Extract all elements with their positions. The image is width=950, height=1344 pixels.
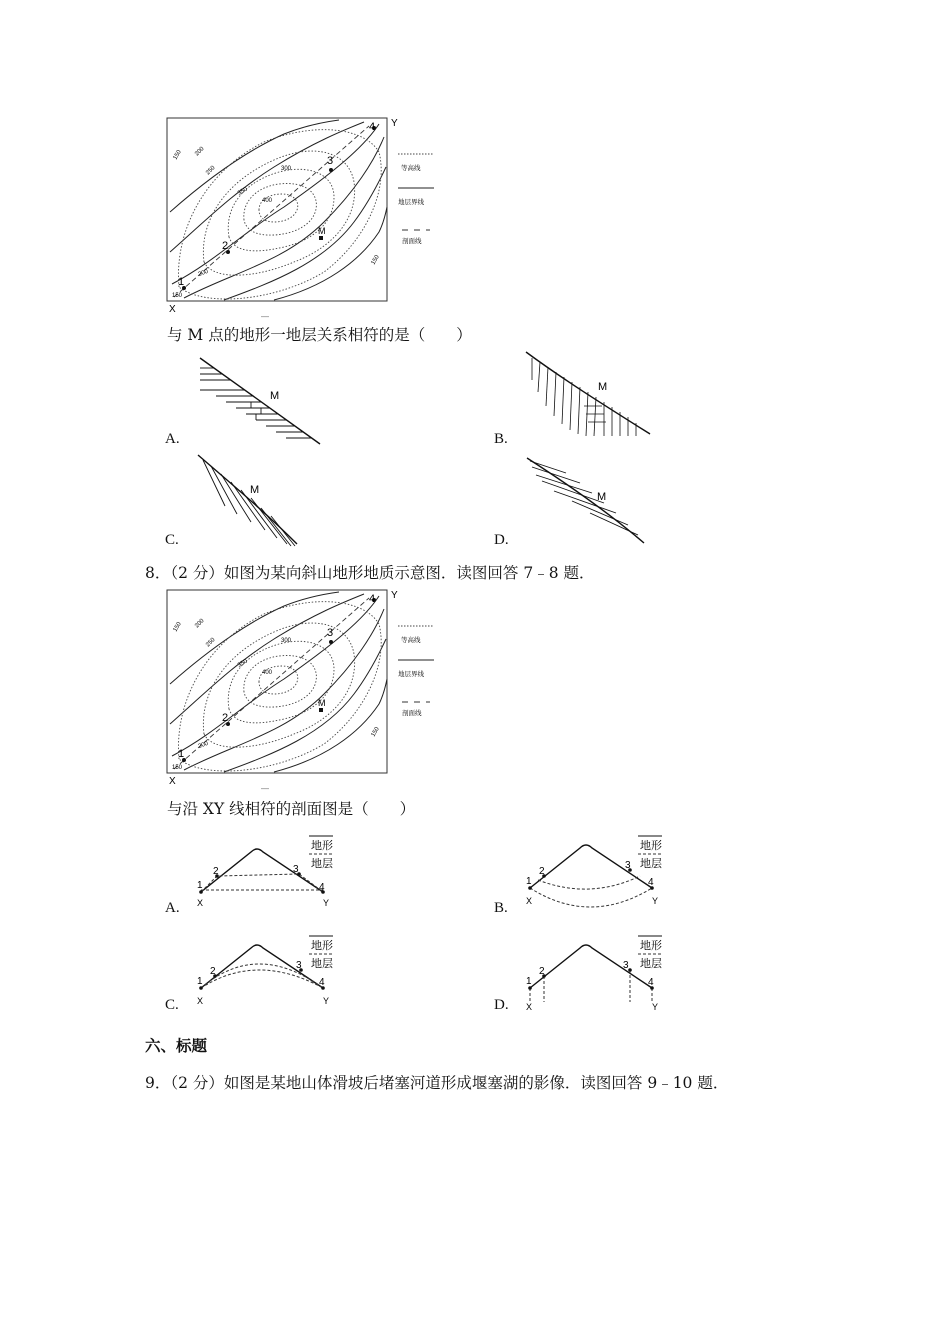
contour-label: 250 — [205, 165, 217, 177]
profile-point-2: 2 — [213, 866, 219, 877]
profile-legend-strata: 地层 — [640, 958, 662, 970]
contour-label: 150 — [370, 254, 381, 266]
legend-contour: 等高线 — [401, 165, 421, 172]
legend-profile: 剖面线 — [402, 238, 422, 245]
map-label-m: M — [318, 698, 326, 708]
profile-x: X — [197, 996, 204, 1006]
q7-option-c-letter[interactable]: C. — [165, 532, 179, 548]
contour-label: 200 — [197, 740, 210, 750]
q8-option-a-letter[interactable]: A. — [165, 900, 180, 916]
profile-point-3: 3 — [293, 864, 299, 875]
profile-point-1: 1 — [197, 880, 203, 891]
profile-point-4: 4 — [319, 882, 325, 893]
q7-option-c-m: M — [250, 484, 260, 496]
map-point-4: 4 — [369, 121, 376, 133]
map-point-3: 3 — [327, 627, 334, 639]
contour-label: 150 — [172, 621, 183, 633]
legend-profile: 剖面线 — [402, 710, 422, 717]
map-point-2: 2 — [222, 240, 229, 252]
profile-legend-terrain: 地形 — [640, 940, 662, 952]
map-point-1: 1 — [178, 748, 185, 760]
contour-label: 350 — [237, 186, 249, 197]
profile-point-3: 3 — [625, 860, 631, 871]
q7-option-b-figure[interactable] — [524, 350, 652, 438]
profile-legend-terrain: 地形 — [311, 940, 333, 952]
contour-label: 200 — [197, 268, 210, 278]
profile-y: Y — [652, 1002, 659, 1012]
q8-option-a-figure[interactable] — [193, 832, 343, 916]
map-point-1: 1 — [178, 276, 185, 288]
legend-strata: 地层界线 — [398, 199, 424, 206]
q8-number-line: 8．（2 分）如图为某向斜山地形地质示意图．读图回答 7﹣8 题． — [145, 564, 595, 582]
profile-x: X — [526, 896, 533, 906]
q7-option-a-figure[interactable] — [196, 356, 322, 446]
profile-legend-strata: 地层 — [640, 858, 662, 870]
contour-label: 150 — [172, 765, 183, 771]
q8-option-d-figure[interactable] — [522, 932, 672, 1014]
section-title: 六、标题 — [145, 1036, 208, 1055]
q8-option-b-letter[interactable]: B. — [494, 900, 508, 916]
profile-y: Y — [323, 996, 330, 1006]
profile-y: Y — [323, 898, 330, 908]
q7-option-a-letter[interactable]: A. — [165, 431, 180, 447]
map-point-3: 3 — [327, 155, 334, 167]
profile-legend-terrain: 地形 — [640, 840, 662, 852]
profile-x: X — [526, 1002, 533, 1012]
map-point-2: 2 — [222, 712, 229, 724]
profile-y: Y — [652, 896, 659, 906]
profile-x: X — [197, 898, 204, 908]
contour-label: 400 — [262, 670, 273, 676]
legend-strata: 地层界线 — [398, 671, 424, 678]
q7-option-d-letter[interactable]: D. — [494, 532, 509, 548]
profile-point-1: 1 — [197, 976, 203, 987]
contour-label: 150 — [172, 149, 183, 161]
profile-legend-strata: 地层 — [311, 958, 333, 970]
q7-option-b-letter[interactable]: B. — [494, 431, 508, 447]
profile-point-1: 1 — [526, 976, 532, 987]
profile-point-2: 2 — [210, 966, 216, 977]
map-label-m: M — [318, 226, 326, 236]
q7-option-d-m: M — [597, 491, 607, 503]
map-label-y: Y — [391, 590, 398, 601]
q8-option-c-figure[interactable] — [193, 932, 343, 1014]
contour-label: 150 — [370, 726, 381, 738]
map-label-x: X — [169, 304, 176, 315]
map-point-4: 4 — [369, 593, 376, 605]
map-label-y: Y — [391, 118, 398, 129]
contour-label: 250 — [205, 637, 217, 649]
profile-legend-terrain: 地形 — [311, 840, 333, 852]
q7-stem: 与 M 点的地形一地层关系相符的是（ ） — [167, 326, 472, 344]
profile-point-4: 4 — [648, 877, 654, 888]
profile-point-3: 3 — [296, 960, 302, 971]
map-label-x: X — [169, 776, 176, 787]
q8-stem: 与沿 XY 线相符的剖面图是（ ） — [167, 800, 416, 818]
profile-point-2: 2 — [539, 966, 545, 977]
contour-label: 150 — [172, 293, 183, 299]
q8-option-b-figure[interactable] — [522, 832, 672, 916]
legend-contour: 等高线 — [401, 637, 421, 644]
profile-point-1: 1 — [526, 876, 532, 887]
profile-point-3: 3 — [623, 960, 629, 971]
q7-option-c-figure[interactable] — [195, 452, 301, 548]
profile-point-4: 4 — [648, 977, 654, 988]
contour-label: 300 — [281, 166, 292, 172]
contour-label: 350 — [237, 658, 249, 669]
map-below-mark: — — [261, 312, 269, 321]
q7-option-b-m: M — [598, 381, 608, 393]
contour-map-figure-2 — [164, 584, 454, 794]
profile-point-2: 2 — [539, 866, 545, 877]
profile-point-4: 4 — [319, 977, 325, 988]
q8-option-c-letter[interactable]: C. — [165, 997, 179, 1013]
contour-label: 200 — [194, 618, 206, 630]
contour-map-figure-1 — [164, 112, 454, 322]
map-below-mark: — — [261, 784, 269, 793]
q8-option-d-letter[interactable]: D. — [494, 997, 509, 1013]
q7-option-a-m: M — [270, 390, 280, 402]
profile-legend-strata: 地层 — [311, 858, 333, 870]
q9-number-line: 9．（2 分）如图是某地山体滑坡后堵塞河道形成堰塞湖的影像．读图回答 9﹣10 题． — [145, 1074, 729, 1092]
contour-label: 300 — [281, 638, 292, 644]
contour-label: 200 — [194, 146, 206, 158]
contour-label: 400 — [262, 198, 273, 204]
q7-option-d-figure[interactable] — [524, 455, 648, 547]
